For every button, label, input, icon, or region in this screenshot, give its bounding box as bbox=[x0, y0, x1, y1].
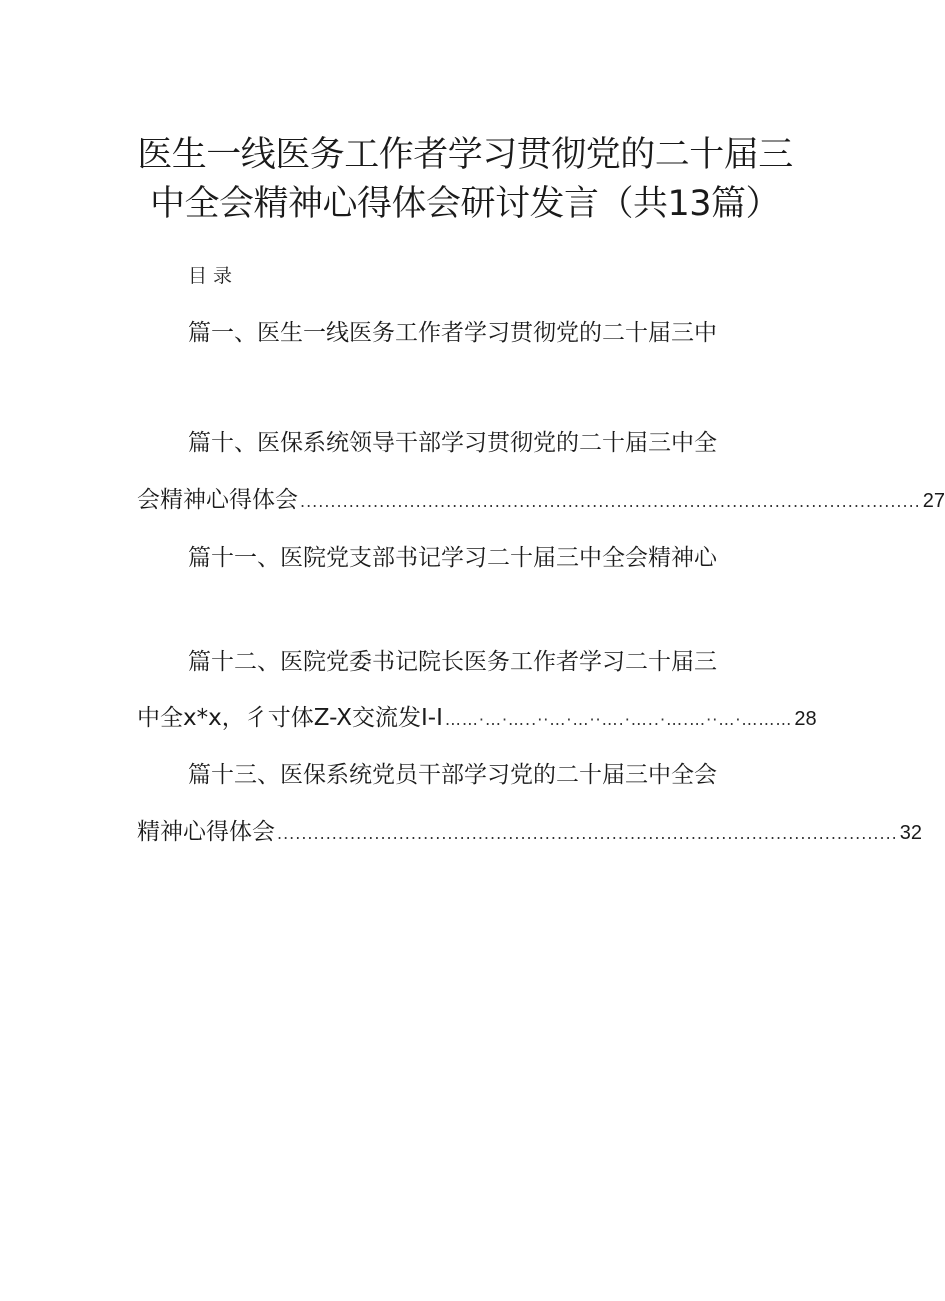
toc-entry-10-page-number: 27 bbox=[922, 490, 945, 512]
document-title-line-2: 中全会精神心得体会研讨发言（共13篇） bbox=[149, 184, 781, 224]
toc-heading: 目录 bbox=[188, 265, 239, 287]
toc-entry-13-line-2[interactable] bbox=[137, 817, 923, 849]
toc-entry-12-line-1[interactable]: 篇十二、医院党委书记院长医务工作者学习二十届三 bbox=[188, 649, 717, 675]
document-title-line-1: 医生一线医务工作者学习贯彻党的二十届三 bbox=[137, 135, 793, 175]
toc-entry-11-line-1[interactable]: 篇十一、医院党支部书记学习二十届三中全会精神心 bbox=[188, 545, 717, 571]
toc-entry-10-line-2[interactable] bbox=[137, 485, 945, 517]
toc-entry-12-page-number: 28 bbox=[794, 708, 817, 730]
toc-entry-10-leader: ...................................................................................................... bbox=[300, 492, 921, 511]
toc-entry-12-text: 中全x*x，彳寸体Z-X交流发I-I bbox=[137, 705, 443, 731]
toc-entry-13-line-1[interactable]: 篇十三、医保系统党员干部学习党的二十届三中全会 bbox=[188, 762, 717, 788]
toc-entry-1-line-1[interactable]: 篇一、医生一线医务工作者学习贯彻党的二十届三中 bbox=[188, 320, 717, 346]
toc-entry-10-line-1[interactable]: 篇十、医保系统领导干部学习贯彻党的二十届三中全 bbox=[188, 430, 717, 456]
toc-entry-12-leader: ……·…·…..··…·…··….·…..·….…··…·……… bbox=[444, 710, 793, 729]
toc-entry-10-text: 会精神心得体会 bbox=[137, 487, 298, 513]
toc-entry-12-line-2[interactable] bbox=[137, 703, 817, 735]
toc-entry-13-text: 精神心得体会 bbox=[137, 819, 275, 845]
toc-entry-13-page-number: 32 bbox=[899, 822, 923, 844]
toc-entry-13-leader: ...................................................................................................... bbox=[277, 824, 898, 843]
